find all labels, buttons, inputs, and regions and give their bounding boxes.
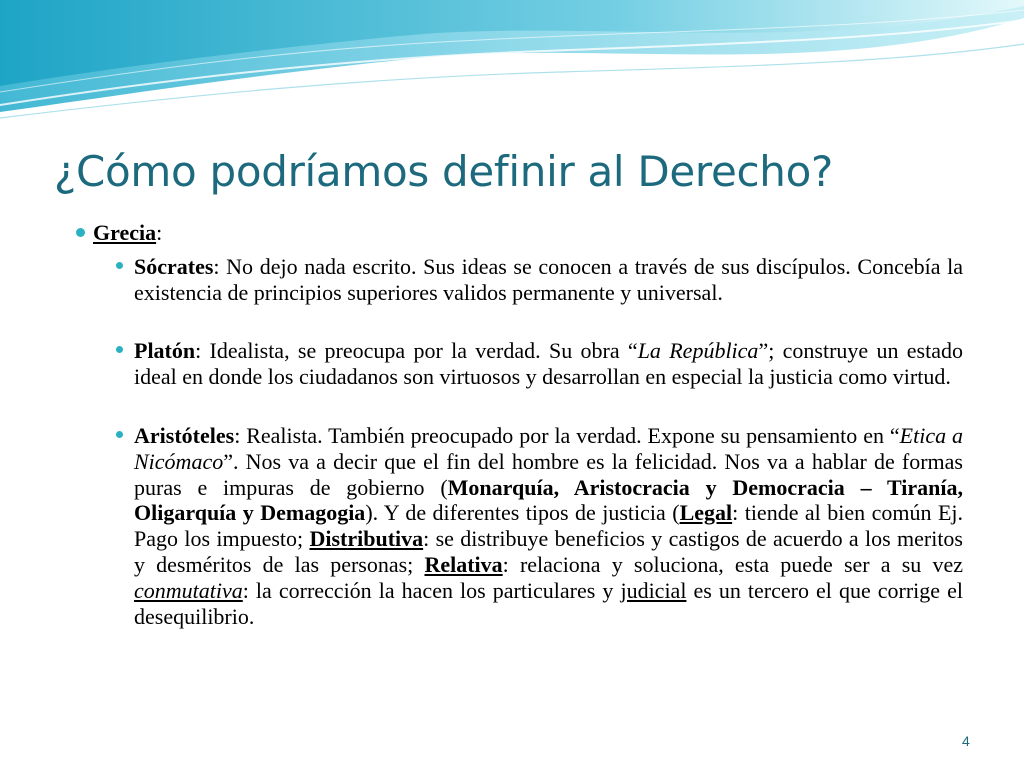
heading-suffix: : [156,220,163,245]
item-text: : la corrección la hacen los particulares y [242,577,621,603]
justice-distributiva: Distributiva [309,526,424,552]
item-text: ”. Nos va a decir que el fin del hombre es la felicidad. Nos va a hablar de formas puras e impuras de gobierno ( [134,448,963,500]
item-text: : Idealista, se preocupa por la verdad. Su obra “ [195,338,638,363]
item-text: ”; construye un estado ideal en donde los ciudadanos son virtuosos y desarrollan en especial la justicia como virtud. [134,338,963,389]
bullet-icon [76,228,85,237]
item-name: Sócrates [134,254,214,279]
justice-legal: Legal [679,500,733,526]
item-text: : tiende al bien común Ej. Pago los impuesto; [134,500,963,552]
justice-relativa: Relativa [424,551,503,577]
item-text: es un tercero el que corrige el desequilibrio. [134,577,963,629]
list-item-platon [134,338,963,390]
item-text: ). Y de diferentes tipos de justicia ( [365,500,680,526]
work-title: Etica a Nicómaco [134,423,963,474]
item-text: : Realista. También preocupado por la verdad. Expone su pensamiento en “ [234,423,900,448]
heading-label: Grecia [93,220,157,245]
item-text: : No dejo nada escrito. Sus ideas se conocen a través de sus discípulos. Concebía la existencia de principios superiores validos permanente y universal. [134,254,963,305]
bullet-icon [116,262,123,269]
list-item-aristoteles [134,423,963,629]
item-name: Aristóteles [134,423,235,448]
heading-grecia [93,220,162,246]
bullet-icon [116,346,123,353]
header-wave-decoration [0,0,1024,130]
work-title: La República [637,338,759,363]
justice-judicial: judicial [620,577,687,603]
list-item-socrates [134,254,963,306]
government-forms: Monarquía, Aristocracia y Democracia – Tiranía, Oligarquía y Demagogia [134,474,963,526]
item-name: Platón [134,338,196,363]
item-text: : se distribuye beneficios y castigos de acuerdo a los meritos y desméritos de las personas; [134,526,963,577]
page-number: 4 [962,733,970,749]
slide-title: ¿Cómo podríamos definir al Derecho? [54,147,833,196]
item-text: : relaciona y soluciona, esta puede ser a su vez [502,551,963,577]
justice-conmutativa: conmutativa [134,577,243,603]
bullet-icon [116,431,123,438]
